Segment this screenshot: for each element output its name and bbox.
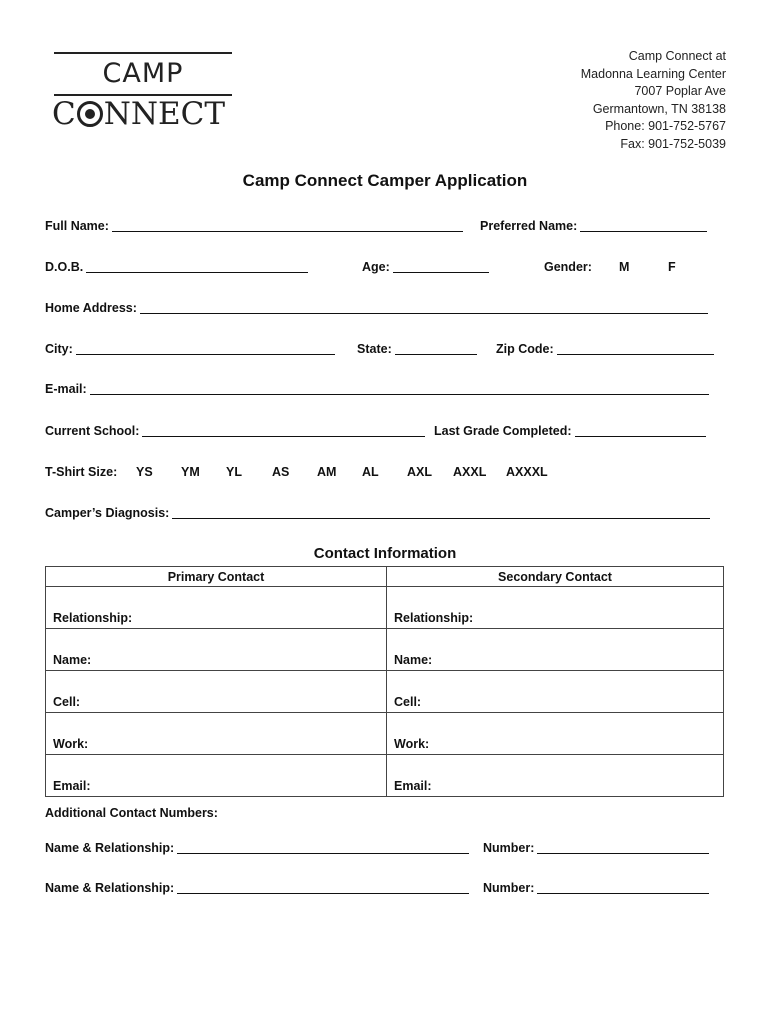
dob-blank[interactable] [86,260,308,273]
tshirt-option[interactable]: AXXXL [506,465,548,479]
contact-header-row [46,567,724,587]
city-label: City: [45,342,73,356]
home-address-label: Home Address: [45,301,137,315]
additional-number-1-blank[interactable] [537,841,709,854]
age-field[interactable] [362,260,489,274]
gender-label: Gender: [544,260,592,274]
page-title: Camp Connect Camper Application [242,171,528,190]
table-row [46,671,724,713]
email-field[interactable] [45,382,709,396]
full-name-label: Full Name: [45,219,109,233]
full-name-field[interactable] [45,219,463,233]
secondary-cell-cell[interactable]: Cell: [387,671,724,713]
email-blank[interactable] [90,382,709,395]
contact-info-title: Contact Information [313,545,457,562]
logo-connect-rest: NNECT [103,96,226,132]
address-block [581,48,726,153]
additional-name-1-blank[interactable] [177,841,469,854]
age-label: Age: [362,260,390,274]
table-row [46,587,724,629]
dob-label: D.O.B. [45,260,84,274]
state-blank[interactable] [395,342,477,355]
secondary-contact-header: Secondary Contact [387,567,724,587]
current-school-label: Current School: [45,424,140,438]
address-line: Madonna Learning Center [580,66,726,81]
additional-name-2-label: Name & Relationship: [45,881,175,895]
age-blank[interactable] [393,260,489,273]
logo-ring-icon [77,101,103,127]
secondary-work-cell[interactable]: Work: [387,713,724,755]
primary-email-cell[interactable]: Email: [46,755,387,797]
current-school-field[interactable] [45,424,425,438]
dob-field[interactable] [45,260,308,274]
home-address-field[interactable] [45,301,708,315]
gender-option-m[interactable]: M [619,260,630,274]
zip-label: Zip Code: [496,342,554,356]
address-line: Germantown, TN 38138 [592,101,726,116]
tshirt-option[interactable]: YM [181,465,200,479]
logo-top-rule [54,52,232,54]
secondary-email-cell[interactable]: Email: [387,755,724,797]
zip-blank[interactable] [557,342,714,355]
state-label: State: [357,342,392,356]
additional-number-2-field[interactable] [483,881,709,895]
primary-name-cell[interactable]: Name: [46,629,387,671]
tshirt-option[interactable]: AXXL [453,465,487,479]
primary-contact-header: Primary Contact [46,567,387,587]
full-name-blank[interactable] [112,219,463,232]
primary-cell-cell[interactable]: Cell: [46,671,387,713]
primary-relationship-cell[interactable]: Relationship: [46,587,387,629]
logo-connect-text [52,96,234,136]
secondary-name-cell[interactable]: Name: [387,629,724,671]
additional-number-1-label: Number: [483,841,535,855]
address-phone: Phone: 901-752-5767 [605,119,726,133]
additional-contacts-title: Additional Contact Numbers: [45,806,218,820]
email-label: E-mail: [45,382,87,396]
additional-name-2-field[interactable] [45,881,469,895]
last-grade-blank[interactable] [575,424,706,437]
address-fax: Fax: 901-752-5039 [620,136,726,151]
city-field[interactable] [45,342,335,356]
logo-camp-text: CAMP [102,58,184,89]
tshirt-option[interactable]: AL [362,465,379,479]
diagnosis-label: Camper’s Diagnosis: [45,506,170,520]
contact-table [45,566,724,797]
address-line: 7007 Poplar Ave [634,84,726,98]
logo-connect-c: C [52,96,76,132]
table-row [46,629,724,671]
current-school-blank[interactable] [142,424,425,437]
tshirt-size-label: T-Shirt Size: [45,465,118,479]
state-field[interactable] [357,342,477,356]
tshirt-option[interactable]: YL [226,465,242,479]
zip-field[interactable] [496,342,714,356]
home-address-blank[interactable] [140,301,708,314]
additional-name-1-label: Name & Relationship: [45,841,175,855]
additional-number-1-field[interactable] [483,841,709,855]
table-row [46,755,724,797]
tshirt-option[interactable]: AM [317,465,337,479]
tshirt-option[interactable]: AXL [407,465,432,479]
secondary-relationship-cell[interactable]: Relationship: [387,587,724,629]
additional-name-2-blank[interactable] [177,881,469,894]
tshirt-option[interactable]: AS [272,465,290,479]
last-grade-field[interactable] [434,424,706,438]
tshirt-option[interactable]: YS [136,465,153,479]
last-grade-label: Last Grade Completed: [434,424,572,438]
preferred-name-field[interactable] [480,219,707,233]
additional-name-1-field[interactable] [45,841,469,855]
additional-number-2-label: Number: [483,881,535,895]
additional-number-2-blank[interactable] [537,881,709,894]
diagnosis-blank[interactable] [172,506,710,519]
address-line: Camp Connect at [628,49,726,63]
diagnosis-field[interactable] [45,506,710,520]
gender-option-f[interactable]: F [668,260,676,274]
table-row [46,713,724,755]
city-blank[interactable] [76,342,335,355]
preferred-name-blank[interactable] [580,219,707,232]
preferred-name-label: Preferred Name: [480,219,578,233]
primary-work-cell[interactable]: Work: [46,713,387,755]
